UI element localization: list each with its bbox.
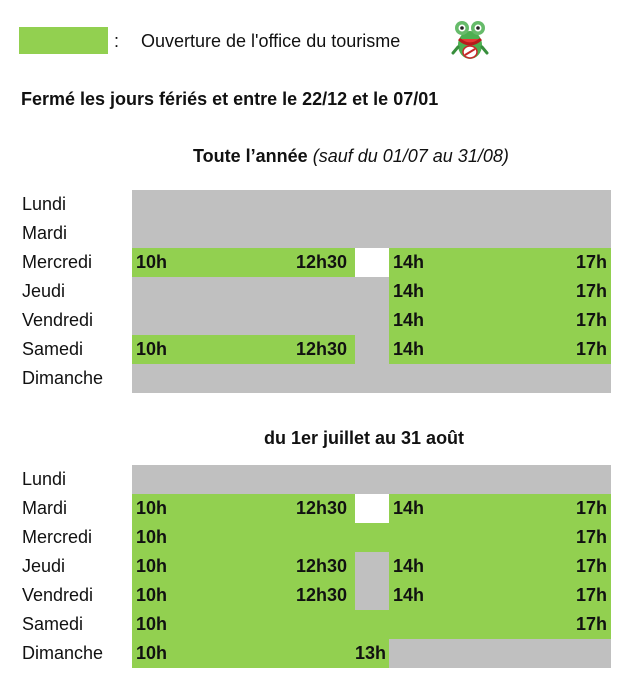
- s1-day-mercredi: Mercredi: [22, 252, 93, 272]
- s2-dimanche-open-time: 10h: [136, 643, 168, 663]
- section1-title: [193, 146, 509, 167]
- s1-closed-lundi-mardi: [132, 190, 611, 248]
- s2-row-jeudi: [132, 552, 611, 581]
- s1-jeudi-closed-slot: [132, 277, 389, 306]
- s2-mercredi-open-time: 10h: [136, 527, 168, 547]
- s2-day-dimanche: Dimanche: [22, 643, 104, 663]
- s2-mardi-reopen-time: 14h: [393, 498, 425, 518]
- s2-day-vendredi: Vendredi: [22, 585, 94, 605]
- s1-mercredi-midday-time: 12h30: [296, 252, 348, 272]
- s2-jeudi-midday-time: 12h30: [296, 556, 348, 576]
- s1-mercredi-close-time: 17h: [575, 252, 607, 272]
- s1-row-jeudi: [132, 277, 611, 306]
- s2-jeudi-open-time: 10h: [136, 556, 168, 576]
- section1-subtitle: (sauf du 01/07 au 31/08): [312, 146, 509, 166]
- s2-day-samedi: Samedi: [22, 614, 84, 634]
- s1-day-samedi: Samedi: [22, 339, 84, 359]
- closure-notice: Fermé les jours fériés et entre le 22/12 et le 07/01: [21, 89, 439, 109]
- s1-jeudi-reopen-time: 14h: [393, 281, 425, 301]
- s2-mardi-close-time: 17h: [575, 498, 607, 518]
- s2-vendredi-open-time: 10h: [136, 585, 168, 605]
- legend-label: Ouverture de l'office du tourisme: [141, 31, 401, 51]
- s1-row-mercredi: [132, 248, 611, 277]
- s1-day-vendredi: Vendredi: [22, 310, 94, 330]
- s2-day-jeudi: Jeudi: [22, 556, 66, 576]
- s2-dimanche-close-time: 13h: [355, 643, 387, 663]
- s2-row-dimanche: [132, 639, 611, 668]
- frog-mascot-icon: [451, 19, 489, 63]
- s1-samedi-reopen-time: 14h: [393, 339, 425, 359]
- s1-day-lundi: Lundi: [22, 194, 67, 214]
- s2-vendredi-midday-time: 12h30: [296, 585, 348, 605]
- legend-color-swatch: [19, 27, 108, 54]
- s1-day-jeudi: Jeudi: [22, 281, 66, 301]
- s2-day-mardi: Mardi: [22, 498, 68, 518]
- s2-dimanche-closed-slot: [389, 639, 611, 668]
- s1-row-samedi: [132, 335, 611, 364]
- s1-vendredi-reopen-time: 14h: [393, 310, 425, 330]
- s1-samedi-lunch-closed: [355, 335, 389, 364]
- s2-day-mercredi: Mercredi: [22, 527, 93, 547]
- s1-day-mardi: Mardi: [22, 223, 68, 243]
- legend-separator: :: [114, 31, 120, 51]
- s2-jeudi-close-time: 17h: [575, 556, 607, 576]
- s2-row-samedi: [132, 610, 611, 639]
- s2-row-vendredi: [132, 581, 611, 610]
- s2-vendredi-reopen-time: 14h: [393, 585, 425, 605]
- s2-mercredi-close-time: 17h: [575, 527, 607, 547]
- section2-title: du 1er juillet au 31 août: [264, 428, 465, 448]
- s2-mardi-open-time: 10h: [136, 498, 168, 518]
- s2-samedi-open-time: 10h: [136, 614, 168, 634]
- s1-jeudi-close-time: 17h: [575, 281, 607, 301]
- s2-day-lundi: Lundi: [22, 469, 67, 489]
- s1-samedi-open-time: 10h: [136, 339, 168, 359]
- s2-jeudi-reopen-time: 14h: [393, 556, 425, 576]
- s2-mardi-midday-time: 12h30: [296, 498, 348, 518]
- s2-row-mercredi: [132, 523, 611, 552]
- s2-row-mardi: [132, 494, 611, 523]
- s1-mercredi-open-time: 10h: [136, 252, 168, 272]
- s1-closed-dimanche: [132, 364, 611, 393]
- s2-vendredi-close-time: 17h: [575, 585, 607, 605]
- s1-samedi-midday-time: 12h30: [296, 339, 348, 359]
- section1-title-main: Toute l’année: [193, 146, 308, 166]
- s2-dimanche-morning-slot: [132, 639, 389, 668]
- s1-mercredi-reopen-time: 14h: [393, 252, 425, 272]
- s1-day-dimanche: Dimanche: [22, 368, 104, 388]
- s2-mercredi-full-slot: [132, 523, 611, 552]
- s1-row-vendredi: [132, 306, 611, 335]
- s1-samedi-close-time: 17h: [575, 339, 607, 359]
- s2-closed-lundi: [132, 465, 611, 494]
- s1-vendredi-closed-slot: [132, 306, 389, 335]
- s2-samedi-full-slot: [132, 610, 611, 639]
- s1-vendredi-close-time: 17h: [575, 310, 607, 330]
- s2-samedi-close-time: 17h: [575, 614, 607, 634]
